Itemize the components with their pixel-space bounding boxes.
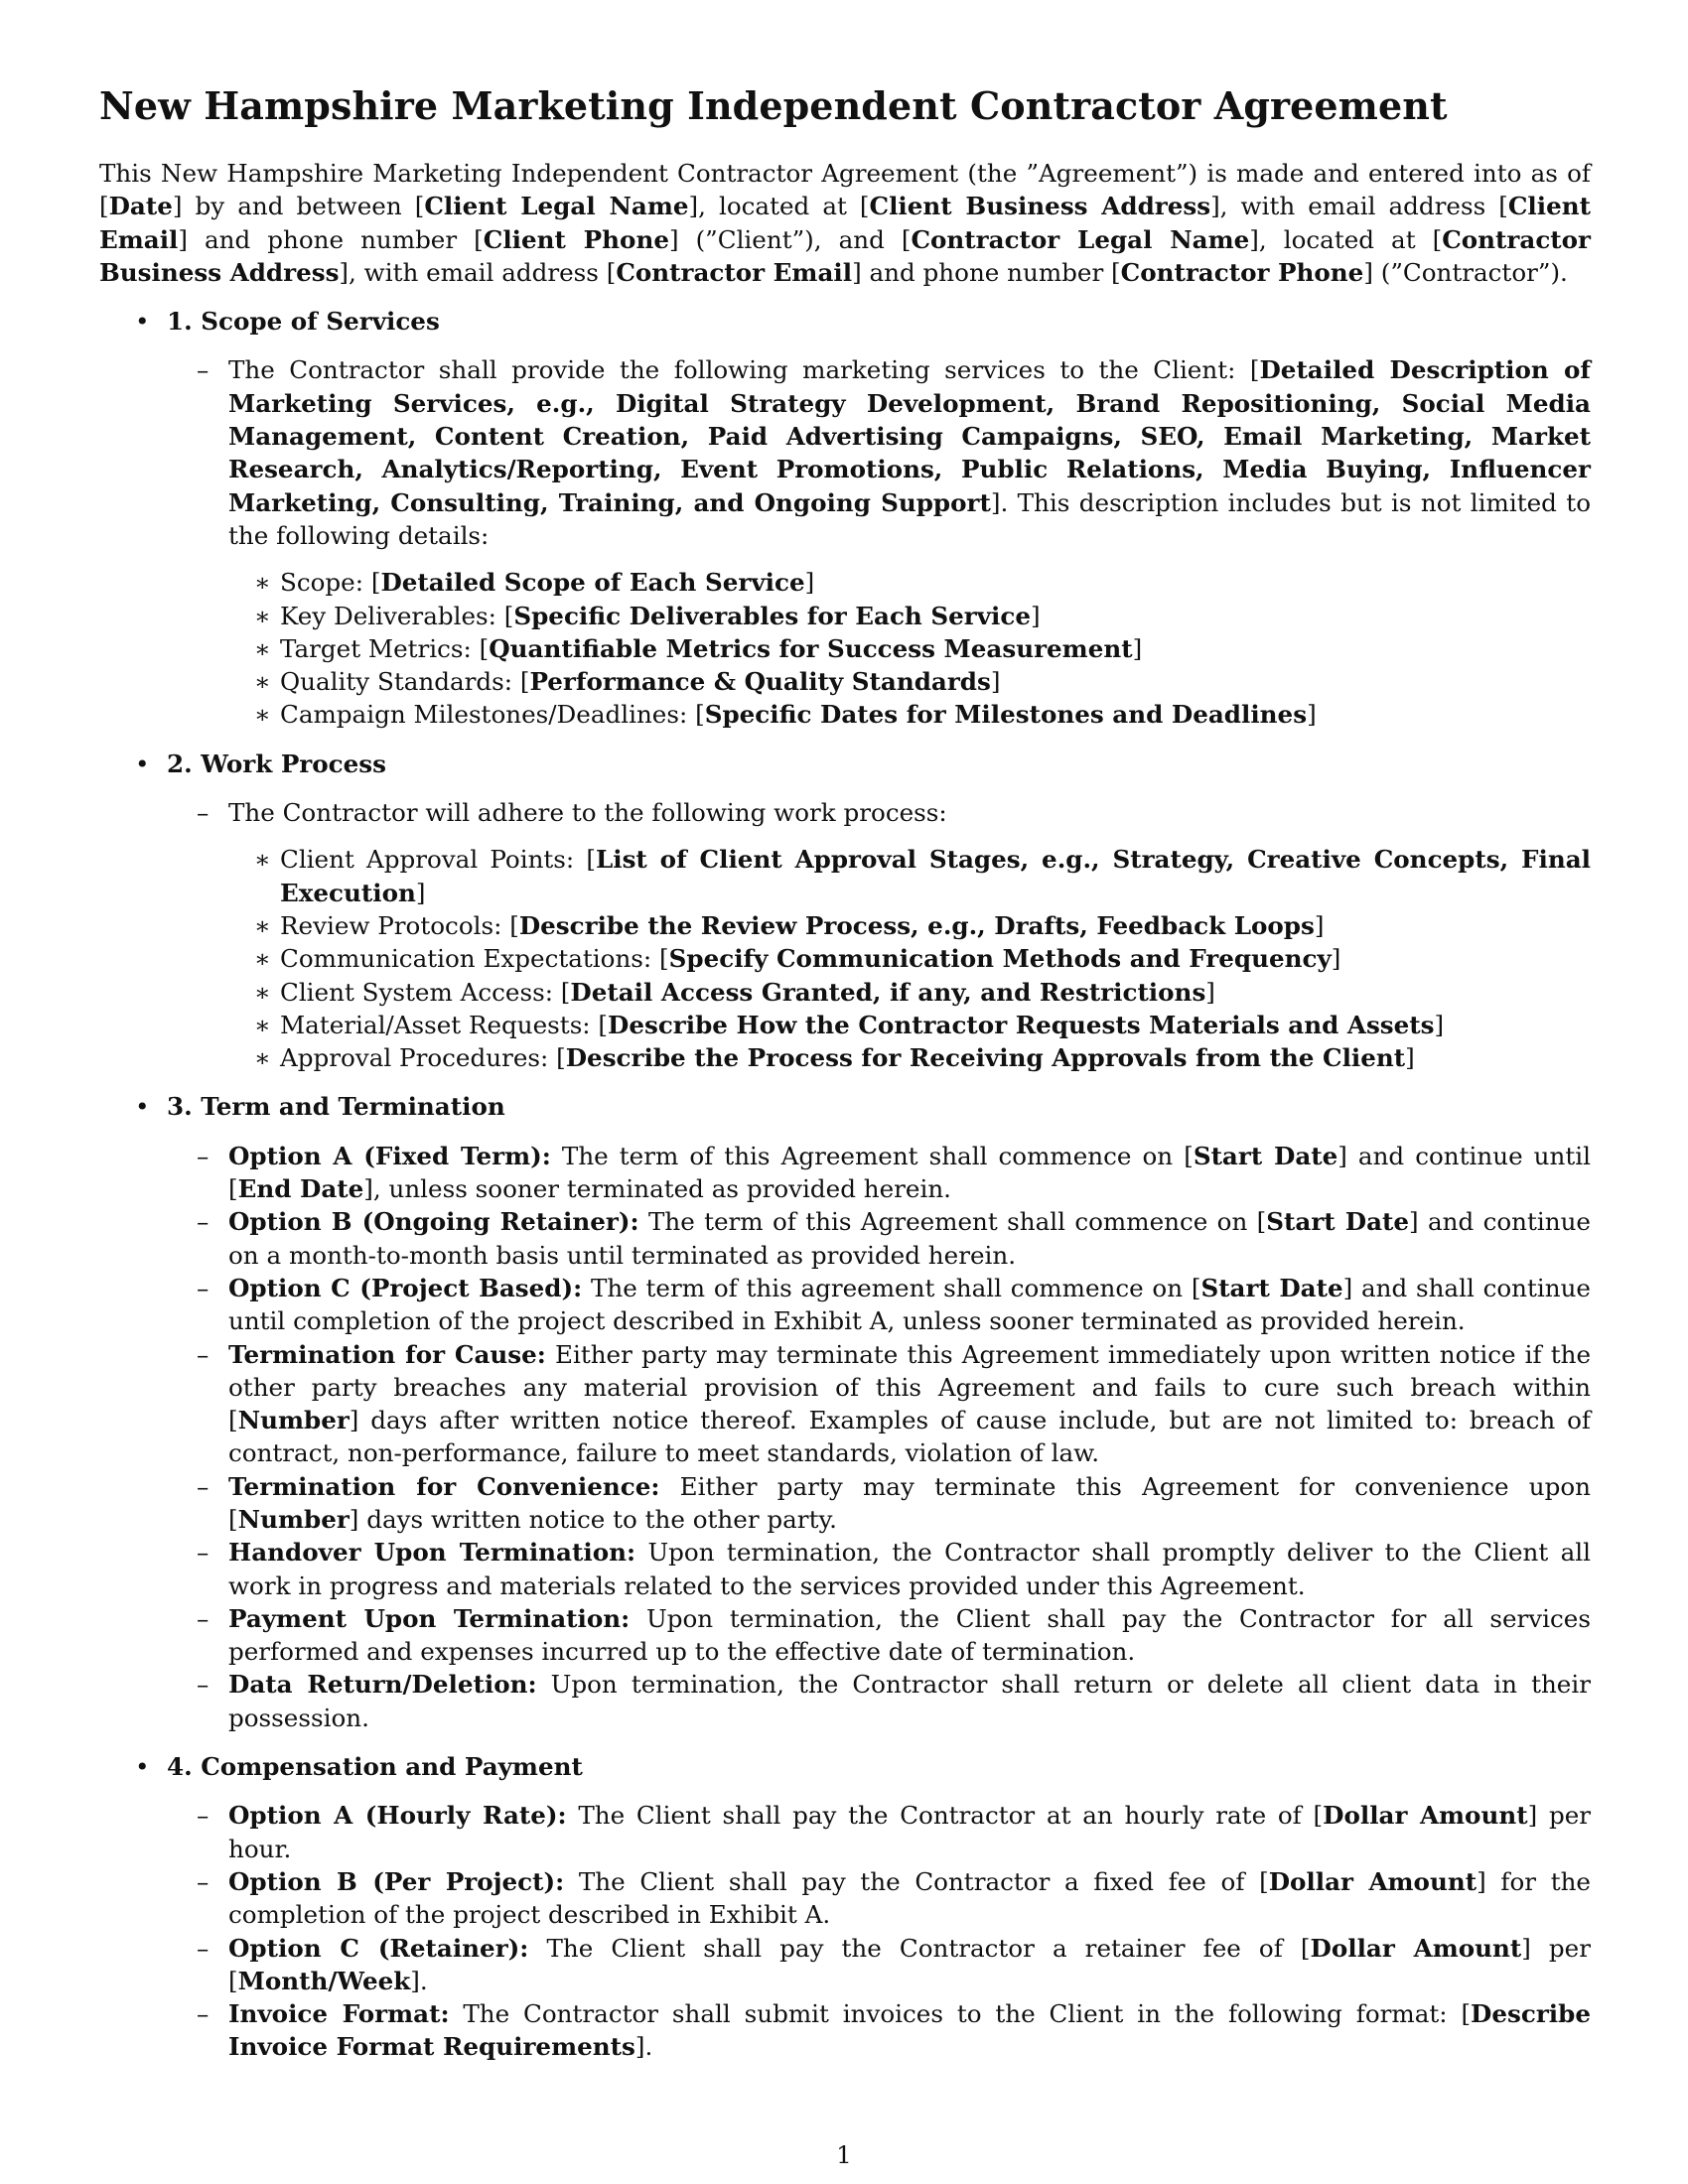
dash-icon: – bbox=[197, 355, 210, 385]
dash-icon: – bbox=[197, 1801, 210, 1831]
dash-icon: – bbox=[197, 1538, 210, 1568]
document-title: New Hampshire Marketing Independent Contractor Agreement bbox=[99, 83, 1448, 128]
placeholder-client-email: Client Email bbox=[99, 192, 1592, 254]
list-item: ∗ Campaign Milestones/Deadlines: [Specific Dates for Milestones and Deadlines] bbox=[228, 698, 1591, 731]
list-item: ∗ Target Metrics: [Quantifiable Metrics for Success Measurement] bbox=[228, 632, 1591, 665]
asterisk-icon: ∗ bbox=[254, 910, 271, 940]
placeholder-client-business-address: Client Business Address bbox=[869, 192, 1211, 221]
placeholder-client-legal-name: Client Legal Name bbox=[424, 192, 689, 221]
list-item: – The Contractor will adhere to the following work process: ∗ Client Approval Points: [List of Client Approval Stages, e.g., Strategy, Creative Concepts, Final Execution] ∗ Review Protocols: [Describe the Review Process, e.g., Drafts, Feedback Loops] ∗ Communication Expectations: [Specify Communication Methods and Frequency] ∗ Client System Access: [Detail Access Granted, if any, and Restrictions] ∗ Material/Asset Requests: [Describe How the Contractor Requests Materials and Assets] ∗ Approval Procedures: [Describe the Process for Receiving Approvals from the Client] bbox=[167, 796, 1591, 1074]
list-item: ∗ Client System Access: [Detail Access Granted, if any, and Restrictions] bbox=[228, 976, 1591, 1009]
placeholder-contractor-legal-name: Contractor Legal Name bbox=[911, 224, 1250, 254]
placeholder-contractor-phone: Contractor Phone bbox=[1120, 257, 1364, 287]
dash-icon: – bbox=[197, 1603, 210, 1633]
list-item: – Option C (Project Based): The term of this agreement shall commence on [Start Date] and shall continue until completion of the project described in Exhibit A, unless sooner terminated as provided herein. bbox=[197, 1273, 1591, 1336]
dash-icon: – bbox=[197, 1670, 210, 1700]
list-item: ∗ Approval Procedures: [Describe the Process for Receiving Approvals from the Client] bbox=[228, 1041, 1591, 1074]
bullet-icon: • bbox=[135, 749, 150, 778]
list-item: – Invoice Format: The Contractor shall submit invoices to the Client in the following format: [Describe Invoice Format Requirements]. bbox=[197, 1999, 1591, 2062]
dash-icon: – bbox=[197, 1866, 210, 1896]
dash-icon: – bbox=[197, 1141, 210, 1170]
list-item: – Handover Upon Termination: Upon termination, the Contractor shall promptly deliver to the Client all work in progress and materials related to the services provided under this Agreement. bbox=[197, 1538, 1591, 1600]
dash-icon: – bbox=[197, 798, 210, 828]
list-item: ∗ Key Deliverables: [Specific Deliverables for Each Service] bbox=[228, 600, 1591, 632]
dash-icon: – bbox=[197, 1207, 210, 1237]
asterisk-icon: ∗ bbox=[254, 633, 271, 663]
list-item: – Termination for Convenience: Either party may terminate this Agreement for convenience upon [Number] days written notice to the other party. bbox=[197, 1471, 1592, 1534]
dash-icon: – bbox=[197, 1471, 210, 1501]
list-item: ∗ Client Approval Points: [List of Client Approval Stages, e.g., Strategy, Creative Concepts, Final Execution] bbox=[254, 845, 1591, 907]
dash-icon: – bbox=[197, 1339, 210, 1369]
asterisk-icon: ∗ bbox=[254, 700, 271, 730]
bullet-icon: • bbox=[135, 1092, 150, 1122]
list-item: – Termination for Cause: Either party may terminate this Agreement immediately upon written notice if the other party breaches any material provision of this Agreement and fails to cure such breach within [Number] days after written notice thereof. Examples of cause include, but are not limited to: breach of contract, non-performance, failure to meet standards, violation of law. bbox=[197, 1339, 1592, 1468]
list-item: – Option B (Per Project): The Client shall pay the Contractor a fixed fee of [Dollar Amount] for the completion of the project described in Exhibit A. bbox=[197, 1866, 1591, 1930]
bullet-icon: • bbox=[135, 307, 150, 337]
asterisk-icon: ∗ bbox=[254, 1043, 271, 1073]
list-item: – Data Return/Deletion: Upon termination, the Contractor shall return or delete all client data in their possession. bbox=[197, 1670, 1591, 1732]
bullet-icon: • bbox=[135, 1752, 150, 1782]
section-scope-of-services bbox=[99, 305, 1591, 732]
section-list bbox=[99, 305, 1591, 2064]
list-item: – Option B (Ongoing Retainer): The term of this Agreement shall commence on [Start Date] and continue on a month-to-month basis until terminated as provided herein. bbox=[197, 1207, 1591, 1270]
list-item: – Payment Upon Termination: Upon termination, the Client shall pay the Contractor for all services performed and expenses incurred up to the effective date of termination. bbox=[197, 1603, 1591, 1667]
section-term-and-termination bbox=[99, 1090, 1591, 1734]
section-title: 2. Work Process bbox=[167, 749, 386, 778]
list-item: – Option C (Retainer): The Client shall pay the Contractor a retainer fee of [Dollar Amount] per [Month/Week]. bbox=[197, 1933, 1591, 1995]
asterisk-icon: ∗ bbox=[254, 845, 271, 875]
list-item: – The Contractor shall provide the following marketing services to the Client: [Detailed Description of Marketing Services, e.g., Digital Strategy Development, Brand Repositioning, Social Media Management, Content Creation, Paid Advertising Campaigns, SEO, Email Marketing, Market Research, Analytics/Reporting, Event Promotions, Public Relations, Media Buying, Influencer Marketing, Consulting, Training, and Ongoing Support]. This description includes but is not limited to the following details: ∗ Scope: [Detailed Scope of Each Service] ∗ Key Deliverables: [Specific Deliverables for Each Service] ∗ Target Metrics: [Quantifiable Metrics for Success Measurement] ∗ Quality Standards: [Performance & Quality Standards] ∗ Campaign Milestones/Deadlines: [Specific Dates for Milestones and Deadlines] bbox=[167, 353, 1591, 731]
list-item: – Option A (Fixed Term): The term of this Agreement shall commence on [Start Date] and continue until [End Date], unless sooner terminated as provided herein. bbox=[197, 1141, 1591, 1204]
placeholder-contractor-business-address: Contractor Business Address bbox=[99, 224, 1592, 287]
asterisk-icon: ∗ bbox=[254, 601, 271, 630]
intro-paragraph: This New Hampshire Marketing Independent Contractor Agreement (the ”Agreement”) is made and entered into as of [Date] by and between [Client Legal Name], located at [Client Business Address], with email address [Client Email] and phone number [Client Phone] (”Client”), and [Contractor Legal Name], located at [Contractor Business Address], with email address [Contractor Email] and phone number [Contractor Phone] (”Contractor”). bbox=[99, 159, 1592, 287]
list-item: ∗ Scope: [Detailed Scope of Each Service] bbox=[228, 566, 1591, 599]
dash-icon: – bbox=[197, 1273, 210, 1302]
list-item: ∗ Communication Expectations: [Specify Communication Methods and Frequency] bbox=[228, 942, 1591, 975]
list-item: ∗ Review Protocols: [Describe the Review Process, e.g., Drafts, Feedback Loops] bbox=[228, 909, 1591, 942]
asterisk-icon: ∗ bbox=[254, 944, 271, 974]
section-work-process bbox=[99, 748, 1591, 1075]
asterisk-icon: ∗ bbox=[254, 667, 271, 697]
dash-icon: – bbox=[197, 1933, 210, 1963]
section-compensation-and-payment bbox=[99, 1750, 1591, 2064]
asterisk-icon: ∗ bbox=[254, 977, 271, 1007]
section-title: 3. Term and Termination bbox=[167, 1092, 505, 1122]
asterisk-icon: ∗ bbox=[254, 1010, 271, 1039]
list-item: ∗ Quality Standards: [Performance & Quality Standards] bbox=[228, 665, 1591, 698]
section-title: 4. Compensation and Payment bbox=[167, 1752, 583, 1782]
placeholder-contractor-email: Contractor Email bbox=[616, 257, 853, 287]
dash-icon: – bbox=[197, 1999, 210, 2029]
placeholder-client-phone: Client Phone bbox=[483, 224, 669, 254]
section-title: 1. Scope of Services bbox=[167, 307, 440, 337]
asterisk-icon: ∗ bbox=[254, 568, 271, 598]
page-number: 1 bbox=[836, 2140, 852, 2169]
list-item: – Option A (Hourly Rate): The Client shall pay the Contractor at an hourly rate of [Dollar Amount] per hour. bbox=[197, 1801, 1591, 1863]
placeholder-date: Date bbox=[108, 192, 173, 221]
list-item: ∗ Material/Asset Requests: [Describe How the Contractor Requests Materials and Assets] bbox=[228, 1009, 1591, 1041]
document-page bbox=[99, 83, 1591, 2064]
